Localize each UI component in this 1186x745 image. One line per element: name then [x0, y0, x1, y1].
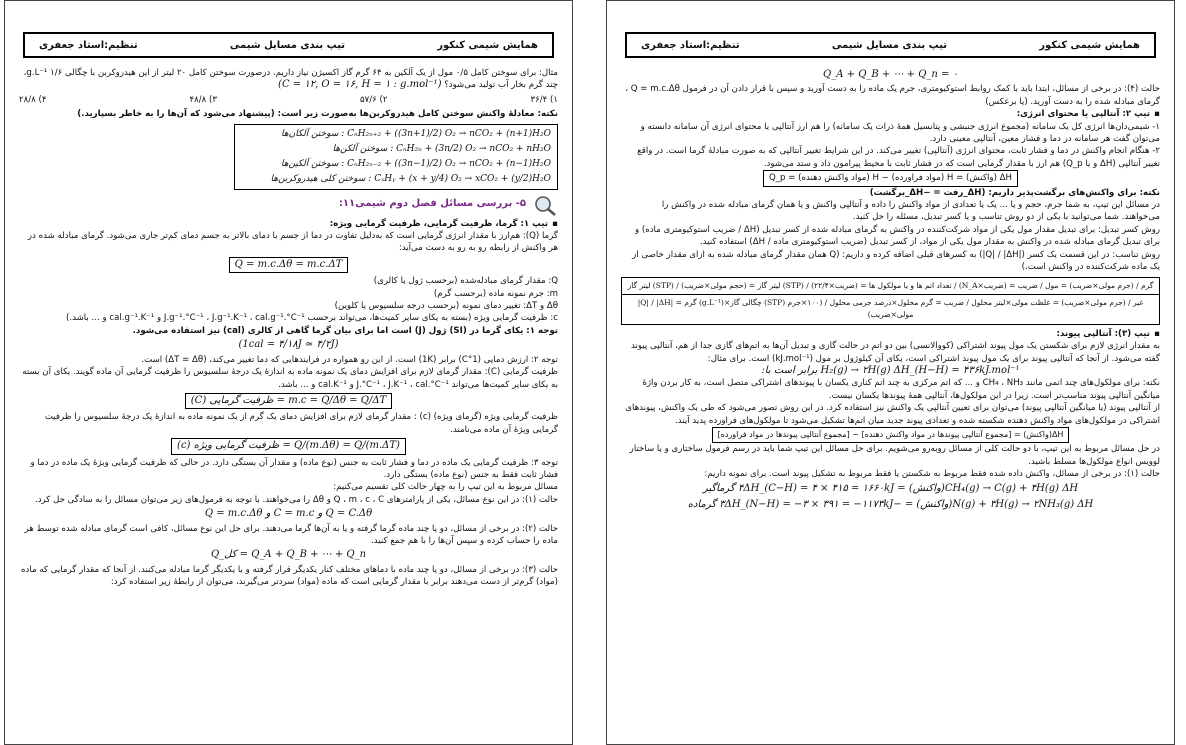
combustion-alkyne: CₙH₂ₙ₋₂ + ((3n−1)/2) O₂ → nCO₂ + (n−1)H₂O : سوختن آلکین‌ها — [280, 158, 551, 169]
page-left — [4, 0, 573, 745]
case-4: حالت (۴): در برخی از مسائل، ابتدا باید با کمک روابط استوکیومتری، جرم یک ماده را به دست آورید و سپس با قرار دادن آن در فرمول Q = m.c.Δθ ، گرمای مبادله شده را به دست آورید. (یا برعکس) — [625, 84, 1160, 107]
tip2-para-1: ۱- شیمی‌دان‌ها انرژی کل یک سامانه (مجموع انرژی جنبشی و پتانسیل همهٔ ذرات یک سامانه) را هم ارز آنتالپی یا محتوای انرژی آن سامانه دانسته و می‌توان گفت هر سامانه در دما و فشار معین، آنتالپی معینی دارد. — [640, 121, 1160, 145]
def-dtheta: Δθ و ΔT: تغییر دمای نمونه (برحسب درجه سلسیوس یا کلوین) — [334, 301, 558, 312]
magnifier-icon — [532, 194, 558, 216]
types-intro: مسائل مربوط به این تیپ را به چهار حالت کلی تقسیم می‌کنیم: — [333, 482, 558, 493]
tip2-para-2: ۲- هنگام انجام واکنش در دما و فشار ثابت، محتوای انرژی (آنتالپی) تغییر می‌کند. در این شرایط تغییر آنتالپی که به صورت مبادلهٔ گرما است. در واقع تغییر آنتالپی (ΔH و یا Q_p) هم ارز با مقدار گرمایی است که در فشار ثابت با محیط پیرامون داد و ستد می‌شود. — [637, 146, 1160, 169]
header-title: تیپ بندی مسایل شیمی — [831, 39, 948, 51]
tip1-title: ▪ تیپ ۱: گرما، ظرفیت گرمایی، ظرفیت گرمایی ویژه: — [19, 218, 558, 230]
specific-heat-formula: (c) ظرفیت گرمایی ویژه = Q/(m.Δθ) = Q/(m.ΔT) — [171, 438, 406, 454]
page-header — [23, 32, 554, 58]
tip2-note: نکته: برای واکنش‌های برگشت‌پذیر داریم: (ΔH_رفت = −ΔH_برگشت) — [869, 187, 1160, 198]
heat-formula: Q = m.c.Δθ = m.c.ΔT — [229, 257, 349, 273]
header-title: تیپ بندی مسایل شیمی — [229, 39, 346, 51]
case-1-formula: Q = m.c.Δθ و C = m.c و Q = C.Δθ — [204, 508, 373, 520]
header-editor: تنظیم:استاد جعفری — [39, 39, 138, 51]
note-combustion: نکته: معادلهٔ واکنش سوختن کامل هیدروکربن‌ها به‌صورت زیر است: (پیشنهاد می‌شود که آن‌ها را به خاطر بسپارید.) — [77, 109, 558, 120]
tip3-equation-1: CH₄(g) → C(g) + ۴H(g) ΔH(واکنش) = ۴ΔH_(C−H) = ۴ × ۴۱۵ = ۱۶۶۰kJ گرماگیر — [702, 482, 1079, 494]
case-1: حالت (۱): در این نوع مسائل، یکی از پارامترهای Q ، m ، c ، C و Δθ را می‌خواهند. با توجه به فرمول‌های زیر می‌توان مسائل را به سادگی حل کرد. — [34, 494, 558, 505]
combustion-alkene: CₙH₂ₙ + (3n/2) O₂ → nCO₂ + nH₂O : سوختن آلکن‌ها — [332, 143, 551, 154]
case-2-formula: Q_کل = Q_A + Q_B + ⋯ + Q_n — [210, 549, 367, 561]
page-header — [625, 32, 1156, 58]
attention-3: توجه ۳: ظرفیت گرمایی یک ماده در دما و فشار ثابت به جنس (نوع ماده) و مقدار آن بستگی دارد. در حالی که ظرفیت گرمایی ویژهٔ یک ماده در دما و فشار ثابت فقط به جنس (نوع ماده) بستگی دارد. — [30, 457, 558, 480]
def-q: Q: مقدار گرمای مبادله‌شده (برحسب ژول یا کالری) — [373, 276, 558, 287]
proportion-table — [621, 277, 1160, 325]
proportion-method: روش تناسب: در این قسمت یک کسر (|Q| / |ΔH|) به کسرهای قبلی اضافه کرده و داریم: (Q همان مقدار گرمای مبادله شده به ازای مقدار خاصی از یک ماده شرکت‌کننده در واکنش است.) — [632, 249, 1160, 273]
example-masses: (C = ۱۲, O = ۱۶, H = ۱ : g.mol⁻¹) — [278, 79, 442, 91]
cal-equation: (1cal = ۴/۱۸J ≃ ۴/۲J) — [238, 339, 339, 351]
combustion-alkane: CₙH₂ₙ₊₂ + ((3n+1)/2) O₂ → nCO₂ + (n+1)H₂O : سوختن آلکان‌ها — [281, 128, 551, 139]
page-body — [19, 67, 558, 740]
tip3-para-1: به مقدار انرژی لازم برای شکستن یک مول پیوند اشتراکی (کووالانسی) بین دو اتم در حالت گازی و تبدیل آن‌ها به اتم‌های گازی جدا از هم، آنتالپی پیوند گفته می‌شود. از آنجا که آنتالپی پیوند برای یک مول پیوند اشتراکی است، یکای آن کیلوژول بر مول (kJ.mol⁻¹) است. برای مثال: — [630, 341, 1160, 364]
conversion-method: روش کسر تبدیل: برای تبدیل مقدار مول یکی از مواد شرکت‌کننده در واکنش به گرمای مبادله شده از کسر تبدیل (ΔH / ضریب استوکیومتری ماده) و برای تبدیل گرمای مبادله شده در واکنش به مقدار مول یکی از مواد، از کسر تبدیل (ضریب استوکیومتری ماده / ΔH) استفاده کنید. — [634, 224, 1160, 248]
case-2: حالت (۲): در برخی از مسائل، دو یا چند ماده گرما گرفته و یا به آن‌ها گرما می‌دهند. برای حل این نوع مسائل، کافی است گرمای مبادله شده توسط هر ماده را حساب کرده و سپس آن‌ها را با هم جمع کنید. — [24, 523, 558, 546]
tip3-title: ▪ تیپ (۳): آنتالپی پیوند: — [621, 328, 1160, 340]
section-heading — [19, 194, 558, 216]
tip3-case-1: حالت (۱): در برخی از مسائل، واکنش داده شده فقط مربوط به شکستن یا فقط مربوط به تشکیل پیوند است. برای نمونه داریم: — [704, 469, 1160, 480]
example-text: مثال: برای سوختن کامل ۰/۵ مول از یک آلکین به ۶۴ گرم گاز اکسیژن نیاز داریم. درصورت سوختن کامل ۲۰ لیتر از این هیدروکربن با چگالی ۱/۶ g.L⁻¹، چند گرم بخار آب تولید می‌شود؟ — [23, 68, 558, 91]
tip3-formula: H₂(g) → ۲H(g) ΔH_(H−H) = ۴۳۶kJ.mol⁻¹ برابر است با: — [761, 364, 1020, 376]
header-brand: همایش شیمی کنکور — [1039, 39, 1140, 51]
tip3-para-4: در حل مسائل مربوط به این تیپ، با دو حالت کلی از مسائل روبه‌رو می‌شویم. برای حل مسائل این تیپ شما باید در رسم فرمول ساختاری و یا ساختار لوویس انواع مولکول‌ها مسلط باشید. — [629, 444, 1160, 467]
enthalpy-formula: ΔH (واکنش) = H (مواد فراورده) − H (مواد واکنش دهنده) = Q_p — [763, 170, 1018, 186]
header-editor: تنظیم:استاد جعفری — [641, 39, 740, 51]
option-4: ۴) ۲۸/۸ — [19, 94, 47, 105]
header-brand: همایش شیمی کنکور — [437, 39, 538, 51]
def-m: m: جرم نمونه ماده (برحسب گرم) — [433, 288, 558, 299]
specific-heat: ظرفیت گرمایی ویژه (گرمای ویژه) (c) : مقدار گرمای لازم برای افزایش دمای یک گرم از یک نمونه ماده به اندازهٔ یک درجهٔ سلسیوس را ظرفیت گرمایی ویژهٔ آن ماده می‌نامند. — [44, 412, 558, 435]
case-3: حالت (۳): در برخی از مسائل، دو یا چند ماده با دماهای مختلف کنار یکدیگر قرار گرفته و با یکدیگر گرما مبادله می‌کنند. از آنجا که مقدار گرمایی که ماده (مواد) گرم‌تر از دست می‌دهند برابر با مقدار گرمایی است که ماده (مواد) سردتر می‌گیرند، می‌توان از رابطهٔ زیر استفاده کرد: — [21, 564, 558, 588]
proportion-row-2: |Q| / |ΔH| = گرم (g.L⁻¹)×چگالی گاز (STP) غیر / (جرم مولی×ضریب) = غلظت مولی×لیتر محلول / ضریب = گرم محلول×درصد جرمی محلول / (۱۰۰×جرم مولی×ضریب) — [637, 297, 1144, 320]
tip2-title: ▪ تیپ ۲: آنتالپی یا محتوای انرژی: — [621, 108, 1160, 120]
section-title: ۵- بررسی مسائل فصل دوم شیمی۱۱: — [338, 198, 526, 210]
heat-definition: گرما (Q): هم‌ارز با مقدار انرژی گرمایی است که به‌دلیل تفاوت در دما از جسم با دمای بالاتر به جسم دمای کم‌تر جاری می‌شود. گرمای مبادله شده در هر واکنش از رابطه رو به رو به دست می‌آید: — [27, 231, 558, 254]
bond-enthalpy-formula: ΔH(واکنش) = [مجموع آنتالپی پیوندها در مواد واکنش دهنده] − [مجموع آنتالپی پیوندها در مواد فراورده] — [712, 427, 1070, 443]
top-formula: Q_A + Q_B + ⋯ + Q_n = ۰ — [823, 69, 958, 80]
def-c: c: ظرفیت گرمایی ویژه (بسته به یکای سایر کمیت‌ها، می‌تواند برحسب J.g⁻¹.°C⁻¹ ، J.g⁻¹.K⁻¹ ، cal.g⁻¹.°C⁻¹ و cal.g⁻¹.K⁻¹ و ... باشد.) — [66, 313, 558, 324]
tip3-equation-2: N(g) + ۳H(g) → ۲NH₃(g) ΔH(واکنش) = −۳ΔH_(N−H) = −۳ × ۳۹۱ = −۱۱۷۳kJ گرماده — [687, 498, 1094, 510]
tip2-para-3: در مسائل این تیپ، به شما جرم، حجم و یا ... یک یا تعدادی از مواد واکنش را داده و آنتالپی واکنش و یا همان گرمای مبادله شده در واکنش را می‌خواهند. شما می‌توانید با یکی از دو روش تناسب و یا کسر تبدیل، مسئله را حل کنید. — [661, 200, 1160, 223]
combustion-box — [234, 124, 558, 190]
attention-1: توجه ۱: یکای گرما در (SI) ژول (J) است اما برای بیان گرما گاهی از کالری (cal) نیز استفاده می‌شود. — [132, 325, 558, 336]
combustion-general: CₓHᵧ + (x + y/4) O₂ → xCO₂ + (y/2)H₂O : سوختن کلی هیدروکربن‌ها — [270, 173, 551, 184]
page-gutter — [577, 0, 603, 745]
tip3-para-2: نکته: برای مولکول‌های چند اتمی مانند CH₄ ، NH₃ و ... که اتم مرکزی به چند اتم کناری یکسان با پیوندهای اشتراکی متصل است، به کار بردن واژهٔ میانگین آنتالپی پیوند مناسب‌تر است. زیرا در این مولکول‌ها، آنتالپی همهٔ پیوندها یکسان نیست. — [642, 378, 1160, 401]
page-right — [606, 0, 1175, 745]
option-3: ۳) ۴۸/۸ — [189, 94, 217, 105]
option-2: ۲) ۵۷/۶ — [360, 94, 388, 105]
heat-capacity: ظرفیت گرمایی (C): مقدار گرمای لازم برای افزایش دمای یک نمونه ماده به اندازهٔ یک درجهٔ سلسیوس را ظرفیت گرمایی آن ماده گویند. یکای آن بسته به یکای سایر کمیت‌ها می‌تواند J.°C⁻¹ ، J.K⁻¹ ، cal.°C⁻¹ و cal.K⁻¹ و ... باشد. — [22, 367, 558, 390]
attention-2: توجه ۲: ارزش دمایی (1°C) برابر (1K) است. از این رو همواره در فرایندهایی که دما تغییر می‌کند، (ΔT = Δθ) است. — [141, 354, 558, 365]
tip3-para-3: از آنتالپی پیوند (یا میانگین آنتالپی پیوند) می‌توان برای تعیین آنتالپی یک واکنش نیز استفاده کرد. در این روش تصور می‌شود که طی یک واکنش، پیوندهای اشتراکی در مولکول‌های مواد واکنش دهنده شکسته شده و تعدادی پیوند جدید میان اتم‌ها تشکیل می‌شود تا مولکول‌های فراورده پدید آیند. — [625, 403, 1160, 426]
page-body — [621, 67, 1160, 740]
answer-options — [19, 94, 558, 106]
heat-capacity-formula: (C) ظرفیت گرمایی = m.c = Q/Δθ = Q/ΔT — [185, 393, 392, 409]
option-1: ۱) ۳۶/۴ — [530, 94, 558, 105]
proportion-row-1: لیتر گاز (STP) / (حجم مولی×ضریب) = لیتر گاز (STP) / (۲۲/۴×ضریب) = تعداد اتم ها و یا مولکول ها / (N_A×ضریب) = گرم / (جرم مولی×ضریب) = مول / ضریب — [622, 278, 1159, 295]
